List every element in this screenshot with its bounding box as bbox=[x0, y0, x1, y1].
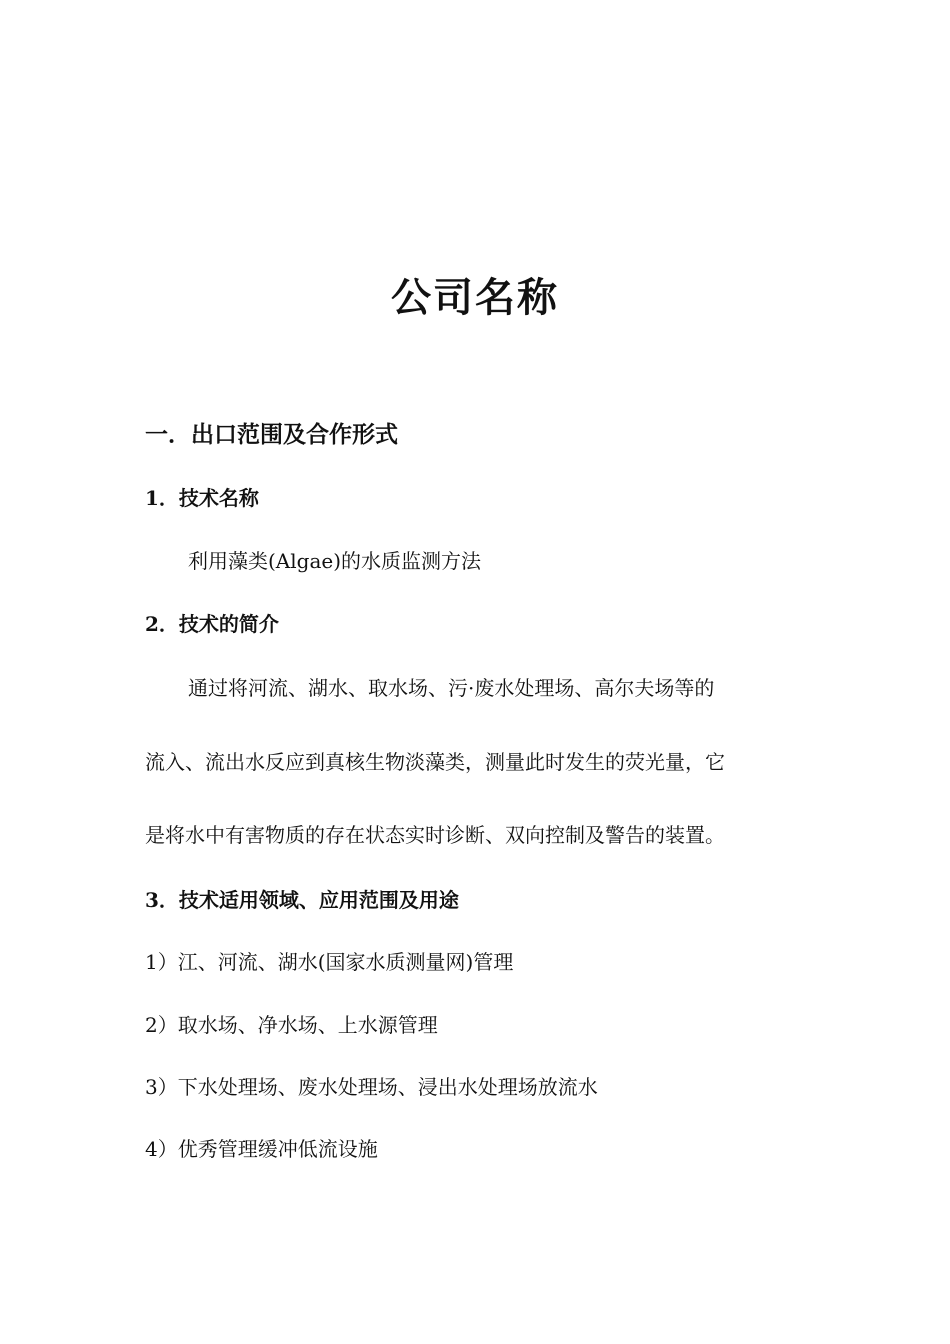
intro-paragraph-line-2: 流入、流出水反应到真核生物淡藻类，测量此时发生的荧光量，它 bbox=[145, 750, 725, 774]
document-title: 公司名称 bbox=[391, 274, 559, 321]
application-list-item: 1）江、河流、湖水(国家水质测量网)管理 bbox=[145, 950, 514, 974]
technology-name-text: 利用藻类(Algae)的水质监测方法 bbox=[188, 549, 482, 573]
application-list-item: 3）下水处理场、废水处理场、浸出水处理场放流水 bbox=[145, 1075, 598, 1099]
application-list-item: 4）优秀管理缓冲低流设施 bbox=[145, 1137, 378, 1161]
subheading-technology-intro: 2．技术的简介 bbox=[145, 612, 279, 636]
intro-paragraph-line-3: 是将水中有害物质的存在状态实时诊断、双向控制及警告的装置。 bbox=[145, 823, 725, 847]
section-heading-export-scope: 一．出口范围及合作形式 bbox=[145, 421, 398, 448]
application-list-item: 2）取水场、净水场、上水源管理 bbox=[145, 1013, 438, 1037]
subheading-technology-name: 1．技术名称 bbox=[145, 486, 259, 510]
intro-paragraph-line-1: 通过将河流、湖水、取水场、污·废水处理场、高尔夫场等的 bbox=[188, 676, 715, 700]
subheading-application-fields: 3．技术适用领域、应用范围及用途 bbox=[145, 888, 459, 912]
